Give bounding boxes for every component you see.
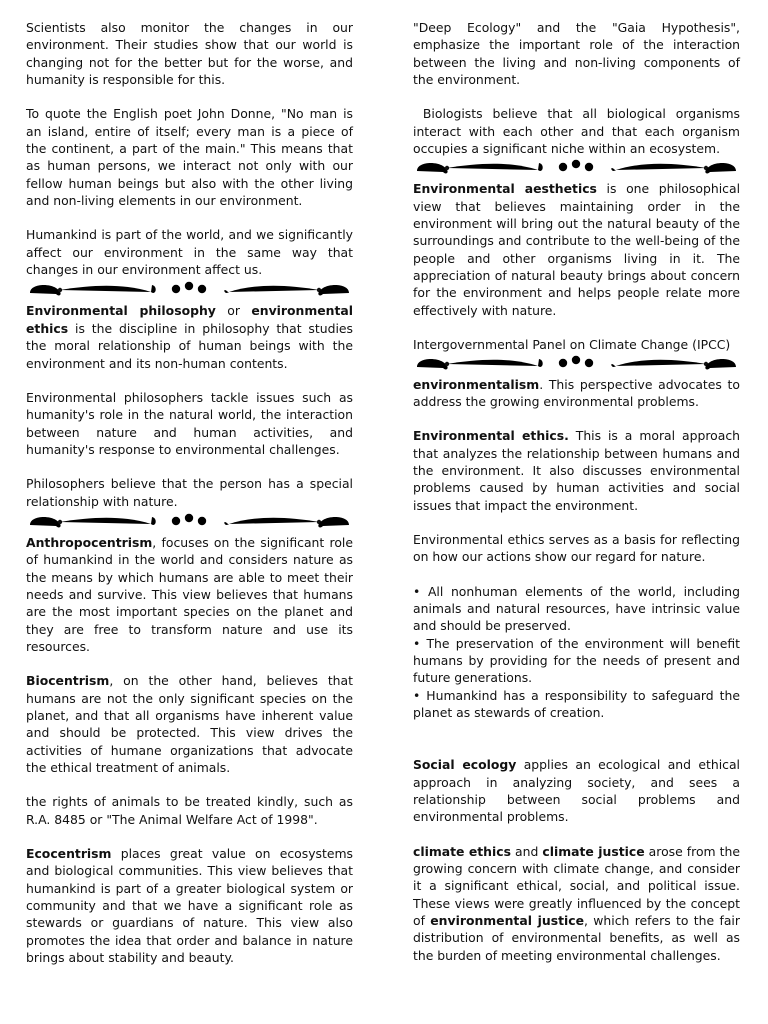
left-column — [26, 19, 353, 966]
decorative-divider — [413, 354, 740, 376]
paragraph-environmentalism: environmentalism. This perspective advocates to address the growing environmental problems. — [413, 376, 740, 409]
term-environmental-philosophy: Environmental philosophy — [26, 303, 216, 319]
term-biocentrism: Biocentrism — [26, 673, 110, 689]
paragraph-john-donne-quote: To quote the English poet John Donne, "No man is an island, entire of itself; every man is a piece of the continent, a part of the main." This means that as human persons, we interact not only with our fellow human beings but also with the other living and non-living elements in our environment. — [26, 106, 353, 209]
paragraph-deep-ecology: "Deep Ecology" and the "Gaia Hypothesis", emphasize the important role of the interaction between the living and non-living components of the environment. — [413, 20, 740, 88]
paragraph-environmental-ethics: Environmental ethics. This is a moral approach that analyzes the relationship between humans and the environment. It also discusses environmental problems caused by human activities and social issues that impact the environment. — [413, 428, 740, 513]
paragraph-biologists: Biologists believe that all biological organisms interact with each other and that each organism occupies a significant niche within an ecosystem. — [413, 106, 744, 157]
decorative-divider — [26, 512, 353, 534]
paragraph-special-relationship: Philosophers believe that the person has a special relationship with nature. — [26, 476, 353, 509]
paragraph-biocentrism: Biocentrism, on the other hand, believes that humans are not the only significant species on the planet, and that all organisms have inherent value and should be protected. This view drives the activities of humane organizations that advocate the ethical treatment of animals. — [26, 673, 353, 776]
term-social-ecology: Social ecology — [413, 757, 517, 773]
term-environmental-ethics-right: Environmental ethics. — [413, 428, 569, 444]
paragraph-ethics-basis: Environmental ethics serves as a basis for reflecting on how our actions show our regard for nature. — [413, 531, 740, 565]
term-climate-ethics: climate ethics — [413, 843, 511, 859]
list-item: • All nonhuman elements of the world, including animals and natural resources, have intrinsic value and should be preserved. — [413, 583, 740, 634]
paragraph-environmental-philosophers: Environmental philosophers tackle issues such as humanity's role in the natural world, the interaction between nature and human activities, and humanity's response to environmental challenges. — [26, 389, 353, 457]
term-climate-justice: climate justice — [542, 843, 645, 859]
decorative-divider — [26, 280, 353, 302]
paragraph-social-ecology: Social ecology applies an ecological and ethical approach in analyzing society, and sees a relationship between social problems and environmental problems. — [413, 757, 740, 825]
bullet-list — [413, 583, 740, 722]
term-ecocentrism: Ecocentrism — [26, 846, 112, 862]
paragraph-environmental-aesthetics: Environmental aesthetics is one philosophical view that believes maintaining order in the environment will bring out the natural beauty of the surroundings and contribute to the well-being of the people and other organisms living in it. The appreciation of natural beauty brings about concern for the environment and helps people relate more effectively with nature. — [413, 181, 741, 318]
paragraph-environment-changes: Scientists also monitor the changes in our environment. Their studies show that our world is changing not for the better but for the worse, and humanity is responsible for this. — [26, 20, 353, 88]
paragraph-animal-rights: the rights of animals to be treated kindly, such as R.A. 8485 or "The Animal Welfare Act of 1998". — [26, 794, 353, 827]
term-anthropocentrism: Anthropocentrism — [26, 534, 153, 550]
term-environmentalism: environmentalism — [413, 376, 540, 392]
paragraph-ipcc: Intergovernmental Panel on Climate Change (IPCC) — [413, 337, 731, 353]
term-environmental-aesthetics: Environmental aesthetics — [413, 181, 597, 197]
paragraph-humankind-part-of-world: Humankind is part of the world, and we significantly affect our environment in the same way that changes in our environment affect us. — [26, 227, 353, 278]
list-item: • The preservation of the environment will benefit humans by providing for the needs of present and future generations. — [413, 635, 740, 686]
list-item: • Humankind has a responsibility to safeguard the planet as stewards of creation. — [413, 687, 740, 720]
paragraph-environmental-philosophy: Environmental philosophy or environmental ethics is the discipline in philosophy that studies the moral relationship of human beings with the environment and its non-human contents. — [26, 303, 354, 371]
term-environmental-justice: environmental justice — [430, 913, 585, 929]
right-column — [413, 19, 744, 964]
paragraph-ecocentrism: Ecocentrism places great value on ecosystems and biological communities. This view believes that humankind is part of a greater biological system or community and that we have a significant role as stewards or guardians of nature. This view also promotes the idea that order and balance in nature brings about stability and beauty. — [26, 846, 353, 966]
term-environmental-ethics: environmental ethics — [26, 303, 354, 336]
paragraph-climate-ethics: climate ethics and climate justice arose from the growing concern with climate change, and consider it a significant ethical, social, and political issue. These views were greatly influenced by the concept of environmental justice, which refers to the fair distribution of environmental benefits, as well as the burden of meeting environmental challenges. — [413, 843, 740, 963]
paragraph-anthropocentrism: Anthropocentrism, focuses on the significant role of humankind in the world and considers nature as the means by which humans are able to meet their needs and survive. This view believes that humans are the most important species on the planet and they are free to transform nature and use its resources. — [26, 534, 353, 654]
decorative-divider — [413, 158, 740, 180]
